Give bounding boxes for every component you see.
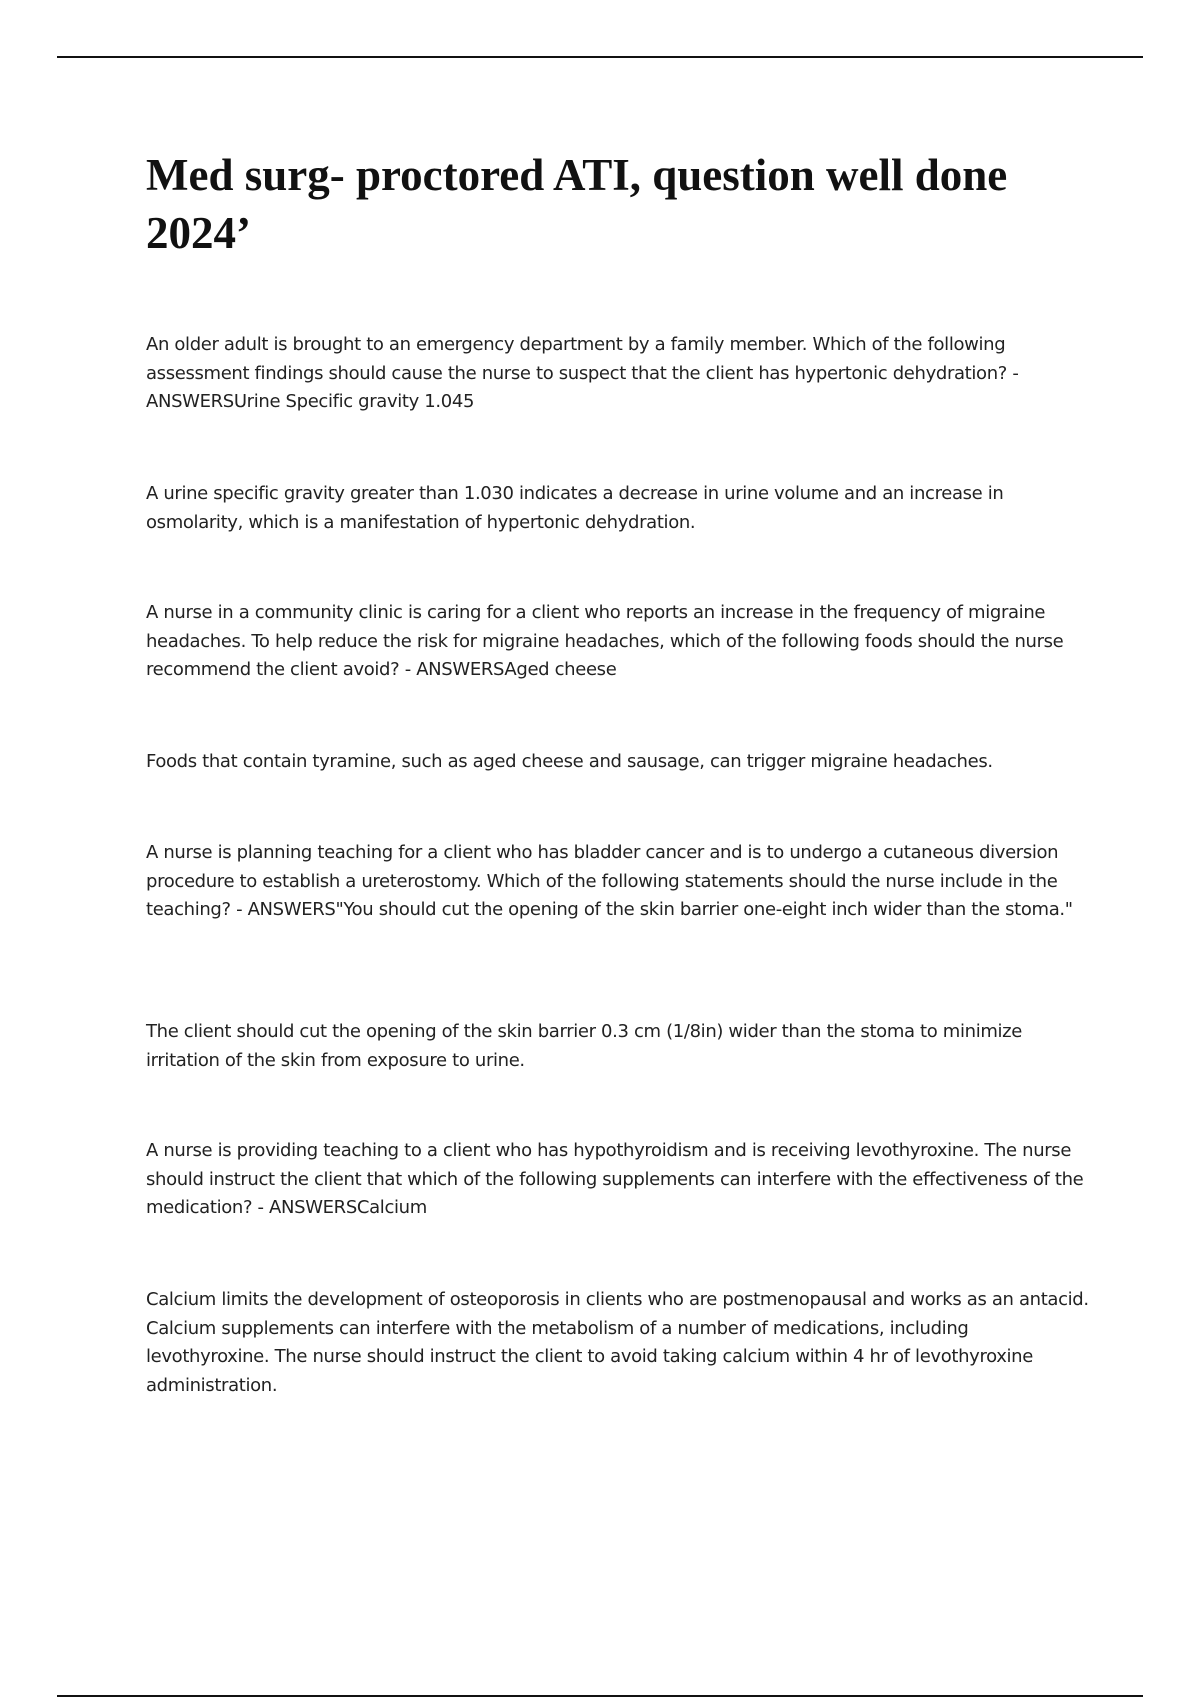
question-paragraph-1: An older adult is brought to an emergency department by a family member. Which of the following assessment findings should cause the nurse to suspect that the client has hypertonic dehydration? - ANSWERSUrine Specific gravity 1.045 — [146, 334, 1019, 412]
question-paragraph-4: A nurse is providing teaching to a client who has hypothyroidism and is receiving levothyroxine. The nurse should instruct the client that which of the following supplements can interfere with the effectiveness of the medication? - ANSWERSCalcium — [146, 1140, 1084, 1218]
question-paragraph-2: A nurse in a community clinic is caring for a client who reports an increase in the frequency of migraine headaches. To help reduce the risk for migraine headaches, which of the following foods should the nurse recommend the client avoid? - ANSWERSAged cheese — [146, 602, 1064, 680]
bottom-divider — [57, 1695, 1143, 1697]
document-title: Med surg- proctored ATI, question well done 2024’ — [146, 150, 1008, 258]
question-paragraph-3: A nurse is planning teaching for a client who has bladder cancer and is to undergo a cutaneous diversion procedure to establish a ureterostomy. Which of the following statements should the nurse include in the teaching? - ANSWERS"You should cut the opening of the skin barrier one-eight inch wider than the stoma." — [146, 842, 1073, 920]
rationale-paragraph-3: The client should cut the opening of the skin barrier 0.3 cm (1/8in) wider than the stoma to minimize irritation of the skin from exposure to urine. — [146, 1021, 1022, 1071]
rationale-paragraph-1: A urine specific gravity greater than 1.030 indicates a decrease in urine volume and an increase in osmolarity, which is a manifestation of hypertonic dehydration. — [146, 483, 1004, 533]
top-divider — [57, 56, 1143, 58]
rationale-paragraph-4: Calcium limits the development of osteoporosis in clients who are postmenopausal and works as an antacid. Calcium supplements can interfere with the metabolism of a number of medications, including levothyroxine. The nurse should instruct the client to avoid taking calcium within 4 hr of levothyroxine administration. — [146, 1289, 1089, 1396]
rationale-paragraph-2: Foods that contain tyramine, such as aged cheese and sausage, can trigger migraine headaches. — [146, 751, 993, 772]
